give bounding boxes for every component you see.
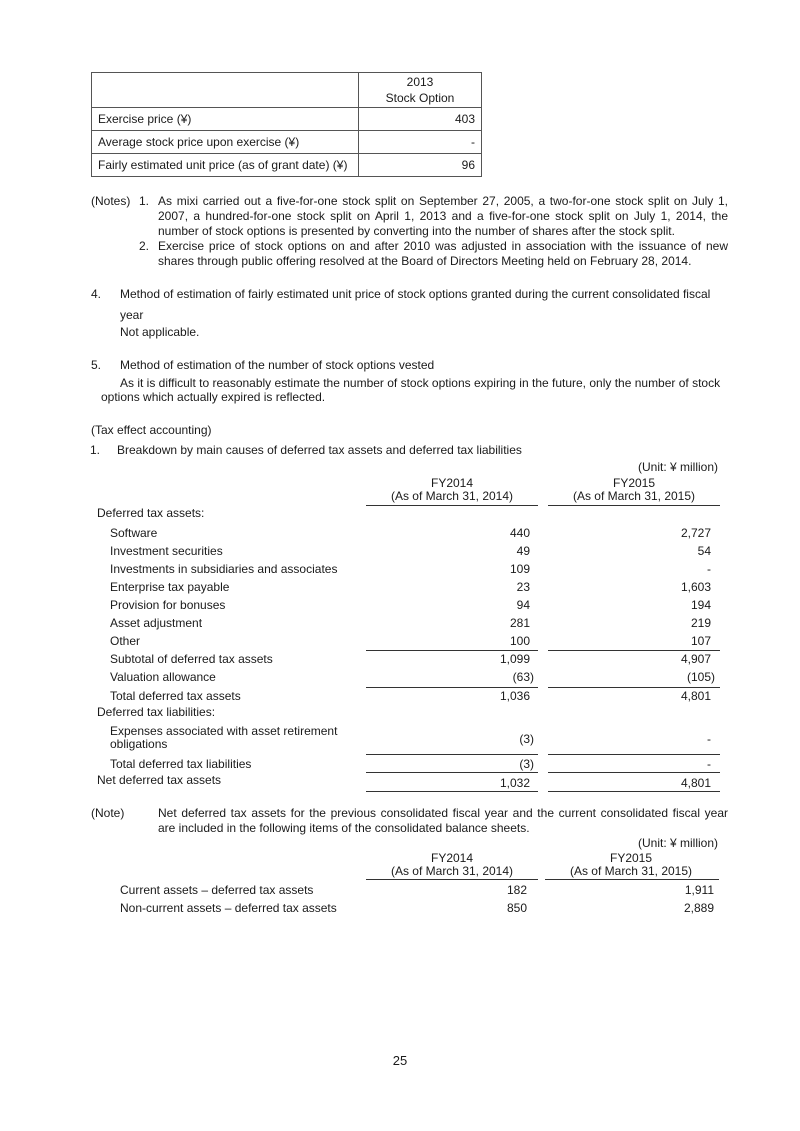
tax-item-title: Breakdown by main causes of deferred tax assets and deferred tax liabilities [117, 443, 522, 457]
net-line [366, 772, 538, 773]
section-5-body: As it is difficult to reasonably estimate the number of stock options expiring in the future, only the number of stock [120, 376, 721, 390]
row-value-fy2015: - [707, 757, 711, 771]
row-label: Software [110, 526, 158, 540]
row-value-fy2014: 1,036 [499, 689, 530, 703]
row-label: Net deferred tax assets [97, 773, 222, 787]
row-value-fy2015: 4,801 [680, 689, 711, 703]
total-line [548, 754, 720, 755]
row-value-fy2014: (3) [519, 732, 534, 746]
table-row [92, 131, 482, 154]
row-value-fy2014: 440 [509, 526, 530, 540]
row-value: 403 [359, 108, 482, 131]
section-5-title: Method of estimation of the number of stock options vested [120, 358, 435, 372]
row-value-fy2015: 1,603 [680, 580, 711, 594]
section-4-title: Method of estimation of fairly estimated unit price of stock options granted during the current consolidated fiscal [120, 287, 711, 301]
row-label: Total deferred tax liabilities [110, 757, 252, 771]
table-row [92, 154, 482, 177]
subtotal-line [548, 650, 720, 651]
row-value-fy2015: 1,911 [684, 883, 714, 897]
row-value-fy2014: 23 [516, 580, 530, 594]
row-value-fy2015: 107 [690, 634, 711, 648]
note-text: As mixi carried out a five-for-one stock split on September 27, 2005, a two-for-one stock split on July 1, 2007, a hundred-for-one stock split on April 1, 2013 and a five-for-one stock split on July 1, 2014, the number of stock options is presented by converting into the number of shares after the stock split. [158, 194, 728, 238]
column-header-fy2014: FY2014 (As of March 31, 2014) [390, 851, 514, 878]
net-underline [366, 791, 538, 792]
row-value-fy2015: 4,801 [680, 776, 711, 790]
row-value-fy2014: 1,099 [499, 652, 530, 666]
note-number: 2. [139, 239, 150, 253]
row-label: Enterprise tax payable [110, 580, 230, 594]
row-label: Non-current assets – deferred tax assets [120, 901, 337, 915]
header-underline [366, 879, 538, 880]
row-label: Total deferred tax assets [110, 689, 241, 703]
section-5-body-cont: options which actually expired is reflected. [101, 390, 326, 404]
row-label: Valuation allowance [110, 670, 216, 684]
net-line [548, 772, 720, 773]
stock-option-table [91, 72, 482, 177]
note-number: 1. [139, 194, 150, 208]
row-value-fy2015: 219 [690, 616, 711, 630]
header-underline [548, 505, 720, 506]
note-text: Exercise price of stock options on and after 2010 was adjusted in association with the issuance of new shares through public offering resolved at the Board of Directors Meeting held on February 28, 2014. [158, 239, 728, 268]
row-value-fy2015: 2,727 [680, 526, 711, 540]
unit-label: (Unit: ¥ million) [637, 460, 718, 474]
row-value-fy2015: 4,907 [680, 652, 711, 666]
unit-label: (Unit: ¥ million) [637, 836, 718, 850]
row-value-fy2014: (63) [512, 670, 534, 684]
row-value-fy2014: 100 [509, 634, 530, 648]
row-label: Asset adjustment [110, 616, 203, 630]
total-line [366, 754, 538, 755]
row-value-fy2015: 2,889 [683, 901, 714, 915]
row-value-fy2015: - [707, 562, 711, 576]
notes-prefix: (Notes) [91, 194, 131, 208]
subtotal-line [366, 650, 538, 651]
header-underline [366, 505, 538, 506]
section-5-number: 5. [91, 358, 102, 372]
row-label: Subtotal of deferred tax assets [110, 652, 273, 666]
row-value: 96 [359, 154, 482, 177]
deferred-liabilities-heading: Deferred tax liabilities: [97, 705, 216, 719]
net-underline [548, 791, 720, 792]
row-value-fy2014: 1,032 [499, 776, 530, 790]
row-value-fy2015: - [707, 732, 711, 746]
tax-item-number: 1. [90, 443, 101, 457]
row-value-fy2015: (105) [686, 670, 715, 684]
note-prefix: (Note) [91, 806, 125, 820]
section-4-body: Not applicable. [120, 325, 200, 339]
row-label: Provision for bonuses [110, 598, 226, 612]
row-value-fy2015: 194 [690, 598, 711, 612]
column-header-fy2015: FY2015 (As of March 31, 2015) [569, 851, 693, 878]
column-header-fy2014: FY2014 (As of March 31, 2014) [390, 476, 514, 503]
row-label: Investments in subsidiaries and associates [110, 562, 338, 576]
tax-heading: (Tax effect accounting) [91, 423, 212, 437]
total-line [548, 687, 720, 688]
row-label: Average stock price upon exercise (¥) [92, 131, 359, 154]
row-label: Other [110, 634, 141, 648]
row-value-fy2014: (3) [519, 757, 534, 771]
row-value-fy2015: 54 [697, 544, 711, 558]
note-text: Net deferred tax assets for the previous consolidated fiscal year and the current consolidated fiscal year are included in the following items of the consolidated balance sheets. [158, 806, 728, 835]
row-value-fy2014: 182 [506, 883, 527, 897]
row-value-fy2014: 281 [509, 616, 530, 630]
table-row [92, 108, 482, 131]
row-label: Expenses associated with asset retirement obligations [110, 724, 338, 751]
section-4-title-cont: year [120, 308, 144, 322]
table-header-row [92, 73, 482, 108]
row-value-fy2014: 94 [516, 598, 530, 612]
header-underline [545, 879, 719, 880]
row-value-fy2014: 850 [506, 901, 527, 915]
column-header-fy2015: FY2015 (As of March 31, 2015) [572, 476, 696, 503]
section-4-number: 4. [91, 287, 102, 301]
deferred-assets-heading: Deferred tax assets: [97, 506, 205, 520]
column-header: 2013 Stock Option [359, 73, 482, 108]
row-value-fy2014: 109 [509, 562, 530, 576]
row-label: Fairly estimated unit price (as of grant date) (¥) [92, 154, 359, 177]
row-value: - [359, 131, 482, 154]
row-label: Exercise price (¥) [92, 108, 359, 131]
row-label: Current assets – deferred tax assets [120, 883, 314, 897]
row-label: Investment securities [110, 544, 223, 558]
page-number: 25 [392, 1053, 408, 1068]
total-line [366, 687, 538, 688]
row-value-fy2014: 49 [516, 544, 530, 558]
